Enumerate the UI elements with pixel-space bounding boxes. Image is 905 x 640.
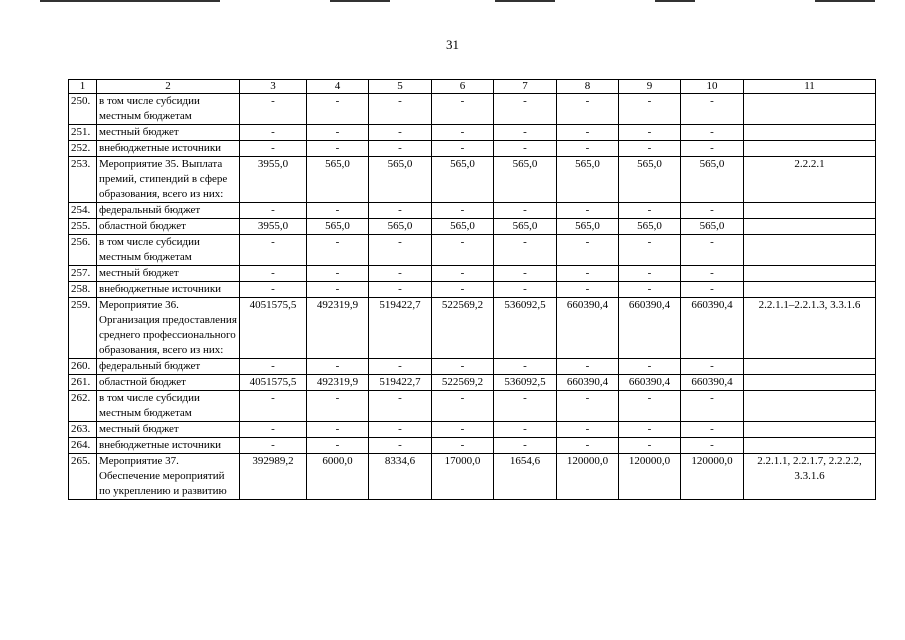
reference-cell: [744, 438, 876, 454]
value-cell: -: [494, 94, 557, 125]
table-row: [69, 157, 876, 203]
value-cell: -: [307, 282, 369, 298]
table-row: [69, 375, 876, 391]
value-cell: -: [307, 203, 369, 219]
value-cell: -: [619, 266, 681, 282]
row-number-cell: 253.: [69, 157, 97, 203]
value-cell: 120000,0: [681, 454, 744, 500]
value-cell: -: [619, 391, 681, 422]
table-row: [69, 359, 876, 375]
value-cell: 565,0: [494, 219, 557, 235]
row-number-cell: 265.: [69, 454, 97, 500]
value-cell: 565,0: [494, 157, 557, 203]
row-number-cell: 257.: [69, 266, 97, 282]
value-cell: 536092,5: [494, 298, 557, 359]
table-row: [69, 125, 876, 141]
value-cell: -: [494, 391, 557, 422]
row-number-cell: 259.: [69, 298, 97, 359]
value-cell: 565,0: [557, 157, 619, 203]
value-cell: 565,0: [369, 219, 432, 235]
value-cell: -: [494, 203, 557, 219]
value-cell: -: [432, 266, 494, 282]
value-cell: 3955,0: [240, 157, 307, 203]
column-number-cell: 11: [744, 80, 876, 94]
value-cell: -: [307, 438, 369, 454]
value-cell: -: [369, 203, 432, 219]
value-cell: 565,0: [432, 157, 494, 203]
value-cell: -: [557, 266, 619, 282]
value-cell: -: [432, 141, 494, 157]
value-cell: -: [557, 391, 619, 422]
value-cell: -: [494, 141, 557, 157]
value-cell: 120000,0: [619, 454, 681, 500]
column-number-cell: 1: [69, 80, 97, 94]
column-number-row: [69, 80, 876, 94]
table-row: [69, 266, 876, 282]
value-cell: 660390,4: [557, 375, 619, 391]
value-cell: -: [619, 235, 681, 266]
reference-cell: [744, 125, 876, 141]
top-rule-left: [40, 0, 220, 2]
value-cell: -: [369, 422, 432, 438]
reference-cell: [744, 359, 876, 375]
value-cell: -: [240, 266, 307, 282]
reference-cell: [744, 94, 876, 125]
value-cell: -: [494, 235, 557, 266]
value-cell: -: [307, 422, 369, 438]
value-cell: 565,0: [619, 157, 681, 203]
page-number: 31: [446, 37, 459, 52]
reference-cell: [744, 391, 876, 422]
row-name-cell: местный бюджет: [97, 422, 240, 438]
value-cell: -: [619, 203, 681, 219]
table-row: [69, 282, 876, 298]
value-cell: -: [240, 94, 307, 125]
value-cell: -: [240, 125, 307, 141]
value-cell: -: [307, 266, 369, 282]
value-cell: -: [681, 235, 744, 266]
row-name-cell: местный бюджет: [97, 125, 240, 141]
value-cell: -: [240, 203, 307, 219]
table-row: [69, 438, 876, 454]
table-row: [69, 94, 876, 125]
value-cell: -: [307, 125, 369, 141]
value-cell: -: [369, 141, 432, 157]
top-rule-center: [330, 0, 390, 2]
value-cell: -: [681, 359, 744, 375]
table-row: [69, 422, 876, 438]
row-name-cell: Мероприятие 36. Организация предоставления среднего профессионального образования, всего из них:: [97, 298, 240, 359]
table-row: [69, 203, 876, 219]
value-cell: 660390,4: [619, 375, 681, 391]
value-cell: -: [369, 125, 432, 141]
row-number-cell: 264.: [69, 438, 97, 454]
reference-cell: [744, 219, 876, 235]
value-cell: 565,0: [557, 219, 619, 235]
value-cell: -: [681, 203, 744, 219]
value-cell: -: [432, 235, 494, 266]
value-cell: -: [619, 94, 681, 125]
row-number-cell: 251.: [69, 125, 97, 141]
row-name-cell: федеральный бюджет: [97, 203, 240, 219]
value-cell: 392989,2: [240, 454, 307, 500]
table-row: [69, 298, 876, 359]
reference-cell: [744, 375, 876, 391]
reference-cell: [744, 266, 876, 282]
value-cell: -: [494, 125, 557, 141]
column-number-cell: 8: [557, 80, 619, 94]
row-name-cell: федеральный бюджет: [97, 359, 240, 375]
column-number-cell: 9: [619, 80, 681, 94]
value-cell: 519422,7: [369, 298, 432, 359]
value-cell: 3955,0: [240, 219, 307, 235]
table-row: [69, 141, 876, 157]
value-cell: -: [557, 203, 619, 219]
value-cell: -: [432, 282, 494, 298]
value-cell: 660390,4: [557, 298, 619, 359]
row-number-cell: 263.: [69, 422, 97, 438]
value-cell: -: [240, 282, 307, 298]
row-name-cell: внебюджетные источники: [97, 141, 240, 157]
value-cell: -: [494, 422, 557, 438]
table-row: [69, 391, 876, 422]
row-name-cell: областной бюджет: [97, 375, 240, 391]
value-cell: 660390,4: [681, 298, 744, 359]
column-number-cell: 3: [240, 80, 307, 94]
row-number-cell: 255.: [69, 219, 97, 235]
value-cell: -: [557, 94, 619, 125]
value-cell: 4051575,5: [240, 298, 307, 359]
value-cell: -: [240, 235, 307, 266]
value-cell: -: [619, 359, 681, 375]
value-cell: 536092,5: [494, 375, 557, 391]
value-cell: -: [681, 141, 744, 157]
value-cell: 565,0: [432, 219, 494, 235]
value-cell: -: [681, 438, 744, 454]
value-cell: -: [557, 359, 619, 375]
value-cell: 4051575,5: [240, 375, 307, 391]
value-cell: 660390,4: [619, 298, 681, 359]
value-cell: -: [494, 282, 557, 298]
row-number-cell: 252.: [69, 141, 97, 157]
value-cell: -: [369, 266, 432, 282]
row-name-cell: внебюджетные источники: [97, 282, 240, 298]
reference-cell: 2.2.1.1–2.2.1.3, 3.3.1.6: [744, 298, 876, 359]
value-cell: -: [240, 391, 307, 422]
row-name-cell: в том числе субсидии местным бюджетам: [97, 391, 240, 422]
top-rule-center-right: [495, 0, 555, 2]
row-name-cell: Мероприятие 37. Обеспечение мероприятий по укреплению и развитию: [97, 454, 240, 500]
reference-cell: [744, 235, 876, 266]
value-cell: 565,0: [307, 219, 369, 235]
value-cell: -: [681, 391, 744, 422]
column-number-cell: 5: [369, 80, 432, 94]
value-cell: -: [369, 391, 432, 422]
column-number-cell: 2: [97, 80, 240, 94]
column-number-cell: 6: [432, 80, 494, 94]
value-cell: 492319,9: [307, 298, 369, 359]
value-cell: -: [307, 235, 369, 266]
value-cell: -: [432, 438, 494, 454]
table-row: [69, 454, 876, 500]
value-cell: -: [494, 266, 557, 282]
value-cell: -: [681, 266, 744, 282]
row-name-cell: в том числе субсидии местным бюджетам: [97, 235, 240, 266]
row-number-cell: 258.: [69, 282, 97, 298]
value-cell: 565,0: [681, 219, 744, 235]
value-cell: -: [619, 282, 681, 298]
value-cell: -: [369, 94, 432, 125]
value-cell: -: [432, 94, 494, 125]
value-cell: -: [681, 422, 744, 438]
value-cell: 8334,6: [369, 454, 432, 500]
reference-cell: [744, 203, 876, 219]
value-cell: -: [557, 438, 619, 454]
column-number-cell: 7: [494, 80, 557, 94]
value-cell: -: [681, 282, 744, 298]
value-cell: -: [432, 422, 494, 438]
reference-cell: [744, 282, 876, 298]
value-cell: -: [369, 235, 432, 266]
row-name-cell: в том числе субсидии местным бюджетам: [97, 94, 240, 125]
value-cell: -: [619, 141, 681, 157]
value-cell: -: [557, 125, 619, 141]
value-cell: 6000,0: [307, 454, 369, 500]
row-number-cell: 256.: [69, 235, 97, 266]
value-cell: 565,0: [681, 157, 744, 203]
column-number-cell: 10: [681, 80, 744, 94]
value-cell: 565,0: [307, 157, 369, 203]
value-cell: -: [557, 141, 619, 157]
value-cell: 522569,2: [432, 298, 494, 359]
value-cell: -: [307, 359, 369, 375]
value-cell: 120000,0: [557, 454, 619, 500]
value-cell: -: [240, 422, 307, 438]
value-cell: -: [240, 141, 307, 157]
row-name-cell: внебюджетные источники: [97, 438, 240, 454]
value-cell: 565,0: [619, 219, 681, 235]
value-cell: -: [240, 438, 307, 454]
reference-cell: [744, 141, 876, 157]
value-cell: 660390,4: [681, 375, 744, 391]
top-rule-right: [655, 0, 695, 2]
table-body: [69, 80, 876, 500]
value-cell: -: [432, 203, 494, 219]
budget-table: [68, 79, 876, 500]
value-cell: -: [432, 391, 494, 422]
table-row: [69, 235, 876, 266]
value-cell: -: [557, 422, 619, 438]
row-number-cell: 254.: [69, 203, 97, 219]
value-cell: -: [619, 438, 681, 454]
value-cell: -: [494, 359, 557, 375]
row-number-cell: 250.: [69, 94, 97, 125]
value-cell: 519422,7: [369, 375, 432, 391]
value-cell: -: [432, 125, 494, 141]
value-cell: -: [307, 94, 369, 125]
value-cell: 565,0: [369, 157, 432, 203]
value-cell: -: [681, 125, 744, 141]
value-cell: -: [681, 94, 744, 125]
value-cell: -: [619, 422, 681, 438]
value-cell: -: [619, 125, 681, 141]
value-cell: -: [369, 359, 432, 375]
value-cell: 1654,6: [494, 454, 557, 500]
top-rule-far-right: [815, 0, 875, 2]
row-name-cell: областной бюджет: [97, 219, 240, 235]
value-cell: -: [432, 359, 494, 375]
value-cell: -: [307, 141, 369, 157]
value-cell: -: [557, 235, 619, 266]
row-number-cell: 261.: [69, 375, 97, 391]
value-cell: -: [494, 438, 557, 454]
column-number-cell: 4: [307, 80, 369, 94]
row-number-cell: 260.: [69, 359, 97, 375]
value-cell: 17000,0: [432, 454, 494, 500]
reference-cell: 2.2.1.1, 2.2.1.7, 2.2.2.2, 3.3.1.6: [744, 454, 876, 500]
value-cell: 492319,9: [307, 375, 369, 391]
reference-cell: [744, 422, 876, 438]
value-cell: -: [240, 359, 307, 375]
value-cell: -: [307, 391, 369, 422]
value-cell: -: [369, 282, 432, 298]
row-number-cell: 262.: [69, 391, 97, 422]
reference-cell: 2.2.2.1: [744, 157, 876, 203]
value-cell: -: [557, 282, 619, 298]
row-name-cell: местный бюджет: [97, 266, 240, 282]
value-cell: 522569,2: [432, 375, 494, 391]
row-name-cell: Мероприятие 35. Выплата премий, стипендий в сфере образования, всего из них:: [97, 157, 240, 203]
value-cell: -: [369, 438, 432, 454]
table-row: [69, 219, 876, 235]
